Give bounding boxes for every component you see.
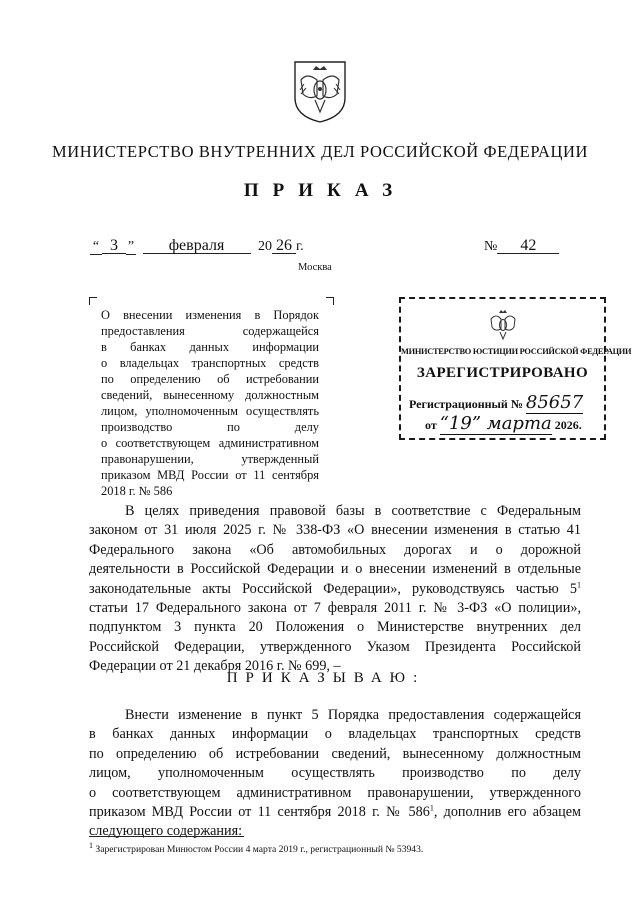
- subject-line: предоставления содержащейся: [101, 324, 319, 338]
- day-value: 3: [102, 238, 126, 254]
- order-heading: ПРИКАЗЫВАЮ:: [226, 670, 426, 686]
- date-field: [90, 238, 304, 255]
- stamp-reg-number-line: [409, 392, 583, 413]
- text-fragment: приказом МВД России от 11 сентября 2018 г. № 586: [89, 804, 430, 821]
- corner-mark-left: [89, 297, 97, 305]
- superscript: 1: [429, 803, 434, 813]
- stamp-reg-label: Регистрационный №: [409, 397, 523, 411]
- footnote-divider: [89, 836, 244, 837]
- stamp-reg-number: 85657: [525, 392, 584, 413]
- stamp-date-year: 2026.: [554, 418, 582, 432]
- text-line: по определению об истребовании сведений, вынесенному должностным: [89, 745, 581, 762]
- subject-line: правонарушении, утвержденный: [101, 452, 319, 466]
- footnote: [89, 840, 424, 855]
- corner-mark-right: [326, 297, 334, 305]
- text-fragment: законодательные акты Российской Федерации», руководствуясь частью 5: [89, 580, 577, 597]
- subject-line: лицом, уполномоченным осуществлять: [101, 404, 319, 418]
- year-prefix: 20: [258, 239, 272, 254]
- text-line: лицом, уполномоченным осуществлять производство по делу: [89, 765, 581, 782]
- order-subject: [101, 307, 319, 499]
- registration-stamp: [399, 297, 632, 440]
- number-sign: №: [484, 239, 498, 254]
- subject-line: о соответствующем административном: [101, 436, 319, 450]
- footnote-mark: 1: [89, 840, 93, 850]
- stamp-date-prefix: от: [425, 418, 437, 432]
- text-line: законом от 31 июля 2025 г. № 338-ФЗ «О внесении изменения в статью 41: [89, 522, 581, 539]
- text-line: Российской Федерации, утвержденного Указом Президента Российской: [89, 638, 581, 655]
- stamp-registered: ЗАРЕГИСТРИРОВАНО: [416, 365, 589, 381]
- stamp-emblem-icon: [488, 307, 518, 341]
- stamp-ministry: МИНИСТЕРСТВО ЮСТИЦИИ РОССИЙСКОЙ ФЕДЕРАЦИИ: [401, 347, 632, 356]
- city: Москва: [298, 262, 332, 273]
- subject-line: по определению об истребовании: [101, 372, 319, 386]
- order-paragraph: [89, 706, 581, 842]
- footnote-text: Зарегистрирован Минюстом России 4 марта 2019 г., регистрационный № 53943.: [93, 844, 424, 855]
- month-value: февраля: [143, 238, 251, 254]
- preamble-paragraph: [89, 502, 581, 677]
- subject-line: сведений, вынесенному должностным: [101, 388, 319, 402]
- subject-line: производство по делу: [101, 420, 319, 434]
- year-abbr: г.: [296, 239, 304, 254]
- stamp-date-value: “19” марта: [439, 413, 552, 434]
- subject-line: о владельцах транспортных средств: [101, 356, 319, 370]
- text-line: подпунктом 3 пункта 20 Положения о Министерстве внутренних дел: [89, 619, 581, 636]
- text-line: Федерации от 21 декабря 2016 г. № 699, –: [89, 658, 341, 675]
- quote-close: ”: [127, 239, 135, 254]
- text-line: В целях приведения правовой базы в соответствие с Федеральным: [125, 503, 581, 519]
- order-number: 42: [497, 238, 559, 254]
- text-line: о соответствующем административном правонарушении, утвержденного: [89, 784, 581, 801]
- stamp-date-line: [425, 413, 582, 434]
- order-number-field: [484, 238, 559, 255]
- text-line: деятельности в Российской Федерации и о внесении изменений в отдельные: [89, 561, 581, 578]
- text-line: [89, 803, 581, 822]
- subject-line: в банках данных информации: [101, 340, 319, 354]
- subject-line: приказом МВД России от 11 сентября: [101, 468, 319, 482]
- text-line: Федерального закона «Об автомобильных дорогах и о дорожной: [89, 541, 581, 558]
- text-line: следующего содержания:: [89, 823, 243, 840]
- superscript: 1: [577, 579, 581, 589]
- document-title: ПРИКАЗ: [243, 180, 407, 201]
- ministry-name: МИНИСТЕРСТВО ВНУТРЕННИХ ДЕЛ РОССИЙСКОЙ ФЕДЕРАЦИИ: [51, 142, 589, 161]
- year-suffix: 26: [272, 238, 296, 254]
- subject-line: 2018 г. № 586: [101, 484, 173, 498]
- text-fragment: , дополнив его абзацем: [433, 804, 581, 821]
- text-line: в банках данных информации о владельцах транспортных средств: [89, 726, 581, 743]
- quote-open: “: [90, 239, 102, 255]
- text-line: статьи 17 Федерального закона от 7 февраля 2011 г. № 3-ФЗ «О полиции»,: [89, 600, 581, 617]
- coat-of-arms-emblem: [291, 58, 349, 124]
- subject-line: О внесении изменения в Порядок: [101, 308, 319, 322]
- text-line: Внести изменение в пункт 5 Порядка предоставления содержащейся: [125, 707, 581, 723]
- text-line: [89, 580, 581, 599]
